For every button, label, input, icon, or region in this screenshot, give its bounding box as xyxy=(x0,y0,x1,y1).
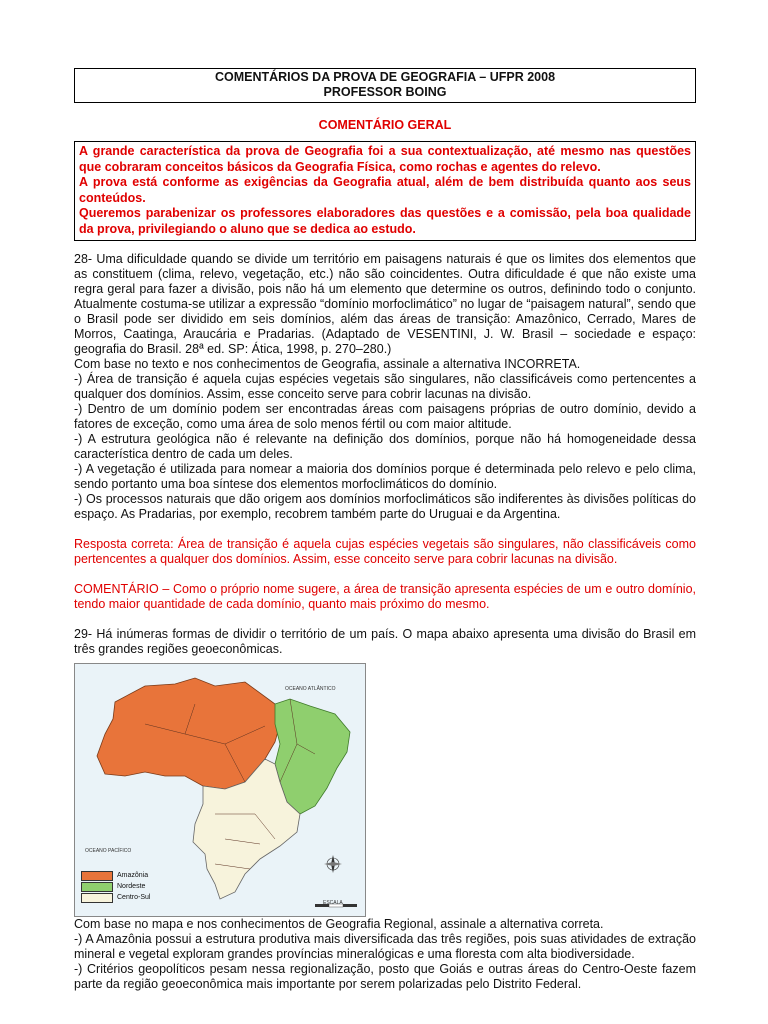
question-28 xyxy=(74,252,696,612)
general-comment-p3: Queremos parabenizar os professores elaboradores das questões e a comissão, pela boa qualidade da prova, privilegiando o aluno que se dedica ao estudo. xyxy=(79,206,691,236)
document-author: PROFESSOR BOING xyxy=(323,85,447,99)
legend-item-centro-sul xyxy=(81,892,150,903)
general-comment-box xyxy=(74,141,696,241)
document-title: COMENTÁRIOS DA PROVA DE GEOGRAFIA – UFPR 2008 xyxy=(214,70,556,84)
region-nordeste xyxy=(275,699,350,814)
legend-swatch xyxy=(81,871,113,881)
compass-rose-icon xyxy=(324,855,342,873)
general-comment-p2: A prova está conforme as exigências da Geografia atual, além de bem distribuída quanto aos seus conteúdos. xyxy=(79,175,691,205)
q29-stem: 29- Há inúmeras formas de dividir o território de um país. O mapa abaixo apresenta uma divisão do Brasil em três grandes regiões geoeconômicas. xyxy=(74,627,696,656)
q28-option-5: -) Os processos naturais que dão origem aos domínios morfoclimáticos são indiferentes às divisões políticas do espaço. As Pradarias, por exemplo, recobrem também parte do Uruguai e da Argentina. xyxy=(74,492,696,521)
legend-item-nordeste xyxy=(81,881,150,892)
legend-swatch xyxy=(81,893,113,903)
general-comment-p1: A grande característica da prova de Geografia foi a sua contextualização, até mesmo nas questões que cobraram conceitos básicos da Geografia Física, como rochas e agentes do relevo. xyxy=(79,144,691,174)
legend-label: Amazônia xyxy=(117,871,149,879)
q28-option-3: -) A estrutura geológica não é relevante na definição dos domínios, porque não há homogeneidade dessa característica dentro de cada um deles. xyxy=(74,432,696,461)
q28-answer: Resposta correta: Área de transição é aquela cujas espécies vegetais são singulares, não classificáveis como pertencentes a qualquer dos domínios. Assim, esse conceito serve para cobrir lacunas na divisão. xyxy=(74,537,696,566)
question-29 xyxy=(74,627,696,992)
legend-label: Nordeste xyxy=(117,882,146,890)
general-comment-title: COMENTÁRIO GERAL xyxy=(318,118,452,132)
ocean-atlantic-label: OCEANO ATLÂNTICO xyxy=(285,686,336,692)
q29-option-1: -) A Amazônia possui a estrutura produtiva mais diversificada das três regiões, pois suas atividades de extração mineral e vegetal exploram grandes províncias mineralógicas e uma floresta com alta biodiversidade. xyxy=(74,932,696,961)
legend-swatch xyxy=(81,882,113,892)
q28-option-4: -) A vegetação é utilizada para nomear a maioria dos domínios porque é determinada pelo relevo e pelo clima, sendo portanto uma boa síntese dos elementos morfoclimáticos do domínio. xyxy=(74,462,696,491)
region-amazonia xyxy=(97,678,280,789)
q28-stem: 28- Uma dificuldade quando se divide um território em paisagens naturais é que os limites dos elementos que as constituem (clima, relevo, vegetação, etc.) não são coincidentes. Outra dificuldade é que não existe uma regra geral para fazer a divisão, pois não há um elemento que determine os outros, definindo todo o conjunto. Atualmente costuma-se utilizar a expressão “domínio morfoclimático” no lugar de “paisagem natural”, sendo que o Brasil pode ser dividido em seis domínios, além das áreas de transição: Amazônico, Cerrado, Mares de Morros, Caatinga, Araucária e Pradarias. (Adaptado de VESENTINI, J. W. Brasil – sociedade e espaço: geografia do Brasil. 28ª ed. SP: Ática, 1998, p. 270–280.) xyxy=(74,252,696,356)
q28-option-2: -) Dentro de um domínio podem ser encontradas áreas com paisagens próprias de outro domínio, devido a fatores de exceção, como uma área de solo menos fértil ou com maior altitude. xyxy=(74,402,696,431)
q28-comment: COMENTÁRIO – Como o próprio nome sugere, a área de transição apresenta espécies de um e outro domínio, tendo maior quantidade de cada domínio, quanto mais próximo do mesmo. xyxy=(74,582,696,611)
brazil-regions-map xyxy=(74,663,366,917)
q28-option-1: -) Área de transição é aquela cujas espécies vegetais são singulares, não classificáveis como pertencentes a qualquer dos domínios. Assim, esse conceito serve para cobrir lacunas na divisão. xyxy=(74,372,696,401)
document-page xyxy=(74,0,696,992)
legend-item-amazonia xyxy=(81,870,150,881)
scale-label: ESCALA xyxy=(323,900,343,906)
q29-option-2: -) Critérios geopolíticos pesam nessa regionalização, posto que Goiás e outras áreas do Centro-Oeste fazem parte da região geoeconômica mais importante por serem polarizadas pelo Distrito Federal. xyxy=(74,962,696,991)
q28-instruction: Com base no texto e nos conhecimentos de Geografia, assinale a alternativa INCORRETA. xyxy=(74,357,581,371)
legend-label: Centro-Sul xyxy=(117,893,151,901)
ocean-pacific-label: OCEANO PACÍFICO xyxy=(85,848,132,854)
map-legend xyxy=(81,870,150,903)
document-title-box xyxy=(74,68,696,103)
q29-instruction: Com base no mapa e nos conhecimentos de Geografia Regional, assinale a alternativa correta. xyxy=(74,917,604,931)
